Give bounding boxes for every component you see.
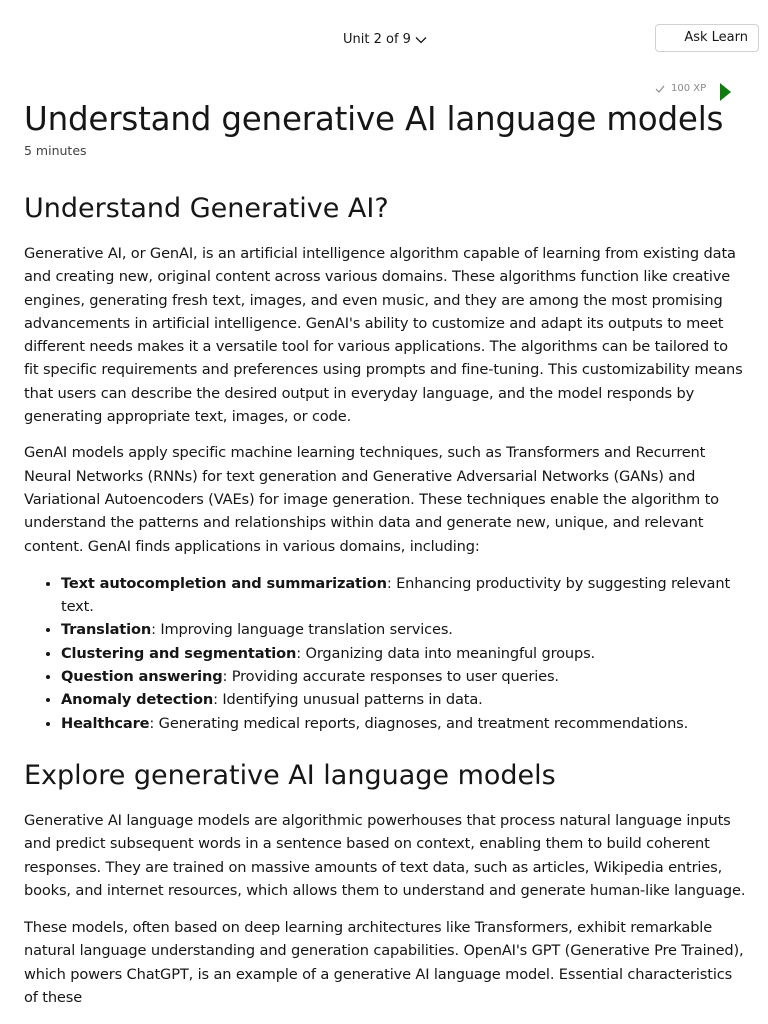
page-title: Understand generative AI language models [24,100,724,138]
duration-label: 5 minutes [24,143,87,158]
list-item-desc: : Identifying unusual patterns in data. [213,691,483,709]
xp-label: 100 XP [671,83,707,94]
paragraph-genai-intro: Generative AI, or GenAI, is an artificial intelligence algorithm capable of learning from existing data and creating new, original content across various domains. These algorithms function like creative engines, generating fresh text, images, and even music, and they are among the most promising advancements in artificial intelligence. GenAI's ability to customize and adapt its outputs to meet different needs makes it a versatile tool for various applications. The algorithms can be tailored to fit specific requirements and preferences using prompts and fine-tuning. This customizability means that users can describe the desired output in everyday language, and the model responds by generating appropriate text, images, or code. [24,245,743,426]
list-item-desc: : Providing accurate responses to user queries. [222,668,559,686]
xp-badge [655,83,706,94]
list-item-term: Translation [61,621,152,639]
list-item-desc: : Organizing data into meaningful groups. [296,644,596,662]
list-item [61,572,746,619]
list-item [61,618,746,641]
unit-selector[interactable] [343,30,427,48]
list-item-term: Healthcare [61,714,150,732]
applications-list [24,572,746,735]
list-item-term: Anomaly detection [61,691,214,709]
section-heading-explore: Explore generative AI language models [24,759,556,791]
list-item-desc: : Generating medical reports, diagnoses, and treatment recommendations. [149,714,689,732]
list-item [61,688,746,711]
list-item [61,712,746,735]
list-item-desc: : Improving language translation services. [151,621,453,639]
section-heading-understand: Understand Generative AI? [24,193,389,224]
unit-selector-label: Unit 2 of 9 [343,31,411,47]
list-item-term: Clustering and segmentation [61,644,297,662]
checkmark-icon [655,85,665,93]
list-item-desc: : Enhancing productivity by suggesting relevant text. [61,574,731,616]
top-bar [0,0,768,94]
paragraph-language-models: Generative AI language models are algorithmic powerhouses that process natural language inputs and predict subsequent words in a sentence based on context, enabling them to build coherent responses. They are trained on massive amounts of text data, such as articles, Wikipedia entries, books, and internet resources, which allows them to understand and generate human-like language. [24,811,746,899]
paragraph-transformers: These models, often based on deep learning architectures like Transformers, exhibit remarkable natural language understanding and generation capabilities. OpenAI's GPT (Generative Pre Trained), which powers ChatGPT, is an example of a generative AI language model. Essential characteristics of these [24,919,744,1007]
paragraph-genai-techniques: GenAI models apply specific machine learning techniques, such as Transformers and Recurrent Neural Networks (RNNs) for text generation and Generative Adversarial Networks (GANs) and Variational Autoencoders (VAEs) for image generation. These techniques enable the algorithm to understand the patterns and relationships within data and generate new, unique, and relevant content. GenAI finds applications in various domains, including: [24,444,719,555]
list-item [61,665,746,688]
list-item-term: Text autocompletion and summarization [61,574,387,592]
module-content [24,98,746,1009]
chevron-down-icon [415,36,427,44]
list-item [61,642,746,665]
list-item-term: Question answering [61,668,223,686]
ask-learn-button[interactable]: Ask Learn [655,24,759,52]
